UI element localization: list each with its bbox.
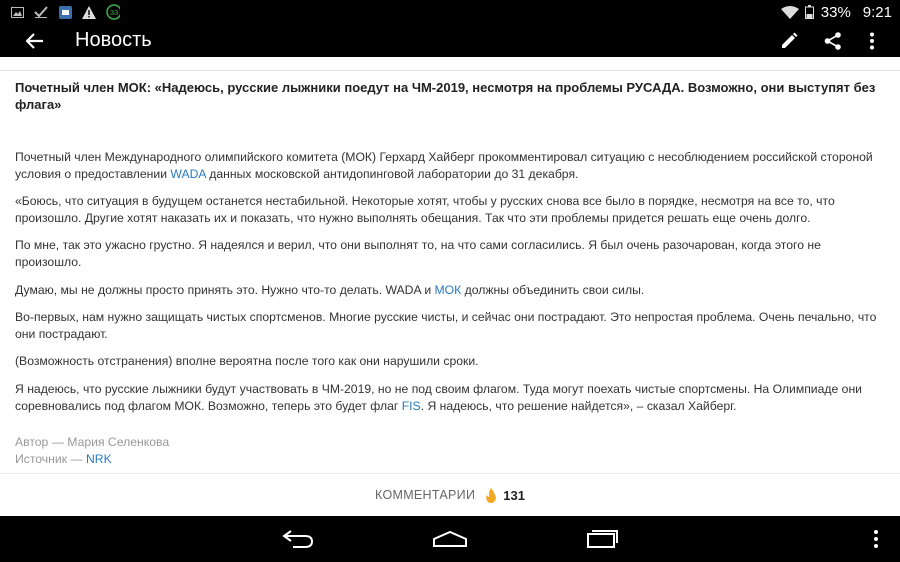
battery-percent: 33% (820, 3, 851, 21)
paragraph-2: «Боюсь, что ситуация в будущем останется нестабильной. Некоторые хотят, чтобы у русских снова все было в порядке, несмотря на все то, что произошло. Другие хотят наказать их и показать, что нужно выполнять обещания. Так что эти проблемы придется решать еще очень долго. (15, 194, 835, 225)
paragraph-text: Думаю, мы не должны просто принять это. Нужно что-то делать. WADA и (15, 282, 435, 297)
paragraph-text: . Я надеюсь, что решение найдется», – сказал Хайберг. (420, 398, 737, 413)
warning-icon (82, 5, 96, 19)
check-icon (34, 5, 48, 19)
paragraph-7 (15, 381, 885, 414)
image-icon (10, 5, 24, 19)
comments-button[interactable] (0, 474, 900, 516)
back-nav-icon (281, 529, 315, 549)
arrow-left-icon (26, 33, 44, 49)
article-headline: Почетный член МОК: «Надеюсь, русские лыжники поедут на ЧМ-2019, несмотря на проблемы РУСАДА. Возможно, они выступят без флага» (15, 80, 876, 112)
source-line (15, 451, 169, 468)
paragraph-5: Во-первых, нам нужно защищать чистых спортсменов. Многие русские чисты, и сейчас они пострадают. Это непростая проблема. Очень печально, что они пострадают. (15, 310, 877, 341)
nav-back-button[interactable] (278, 524, 318, 554)
nav-menu-button[interactable] (856, 524, 896, 554)
badge-text: 33 (109, 8, 119, 17)
paragraph-1 (15, 149, 885, 182)
comments-count: 131 (503, 487, 525, 503)
nav-home-button[interactable] (430, 524, 470, 554)
author-line: Автор — Мария Селенкова (15, 435, 170, 449)
page-title: Новость (75, 29, 152, 51)
share-icon (823, 31, 843, 51)
paragraph-text: данных московской антидопинговой лаборатории до 31 декабря. (205, 166, 579, 181)
fire-icon (485, 488, 497, 503)
fis-link[interactable]: FIS (401, 398, 421, 413)
paragraph-6: (Возможность отстранения) вполне вероятна после того как они нарушили сроки. (15, 354, 479, 369)
source-link[interactable]: NRK (86, 452, 112, 466)
paragraph-3: По мне, так это ужасно грустно. Я надеялся и верил, что они выполнят то, на что сами согласились. Я был очень разочарован, когда этого не произошло. (15, 238, 821, 269)
status-bar (0, 0, 900, 24)
system-nav-bar (0, 516, 900, 562)
paragraph-text: Почетный член Международного олимпийского комитета (МОК) Герхард Хайберг прокомментировал ситуацию с несоблюдением российской стороной условия о предоставлении (15, 150, 873, 181)
edit-icon (779, 31, 799, 51)
battery-icon (805, 5, 815, 19)
more-button[interactable] (859, 28, 885, 54)
menu-dots-icon (873, 529, 879, 549)
mok-link[interactable]: МОК (434, 282, 462, 297)
paragraph-text: должны объединить свои силы. (461, 282, 645, 297)
recents-nav-icon (585, 529, 619, 549)
app-bar (0, 24, 900, 57)
share-button[interactable] (820, 28, 846, 54)
nav-recents-button[interactable] (582, 524, 622, 554)
comments-label: КОММЕНТАРИИ (375, 488, 476, 502)
home-nav-icon (432, 530, 468, 548)
wada-link[interactable]: WADA (170, 166, 206, 181)
square-app-icon (58, 5, 72, 19)
edit-button[interactable] (776, 28, 802, 54)
more-vert-icon (869, 31, 875, 51)
clock: 9:21 (862, 3, 892, 21)
back-button[interactable] (22, 28, 48, 54)
paragraph-4 (15, 282, 885, 299)
wifi-icon (781, 5, 799, 19)
paragraph-text: Я надеюсь, что русские лыжники будут участвовать в ЧМ-2019, но не под своим флагом. Туда могут поехать чистые спортсмены. На Олимпиаде они соревновались под флагом МОК. Возможно, теперь это будет флаг (15, 381, 862, 413)
top-divider (0, 70, 900, 71)
article-meta (15, 434, 169, 468)
circle-33-icon (106, 5, 120, 19)
article-body (15, 79, 885, 425)
source-label: Источник — (15, 452, 86, 466)
